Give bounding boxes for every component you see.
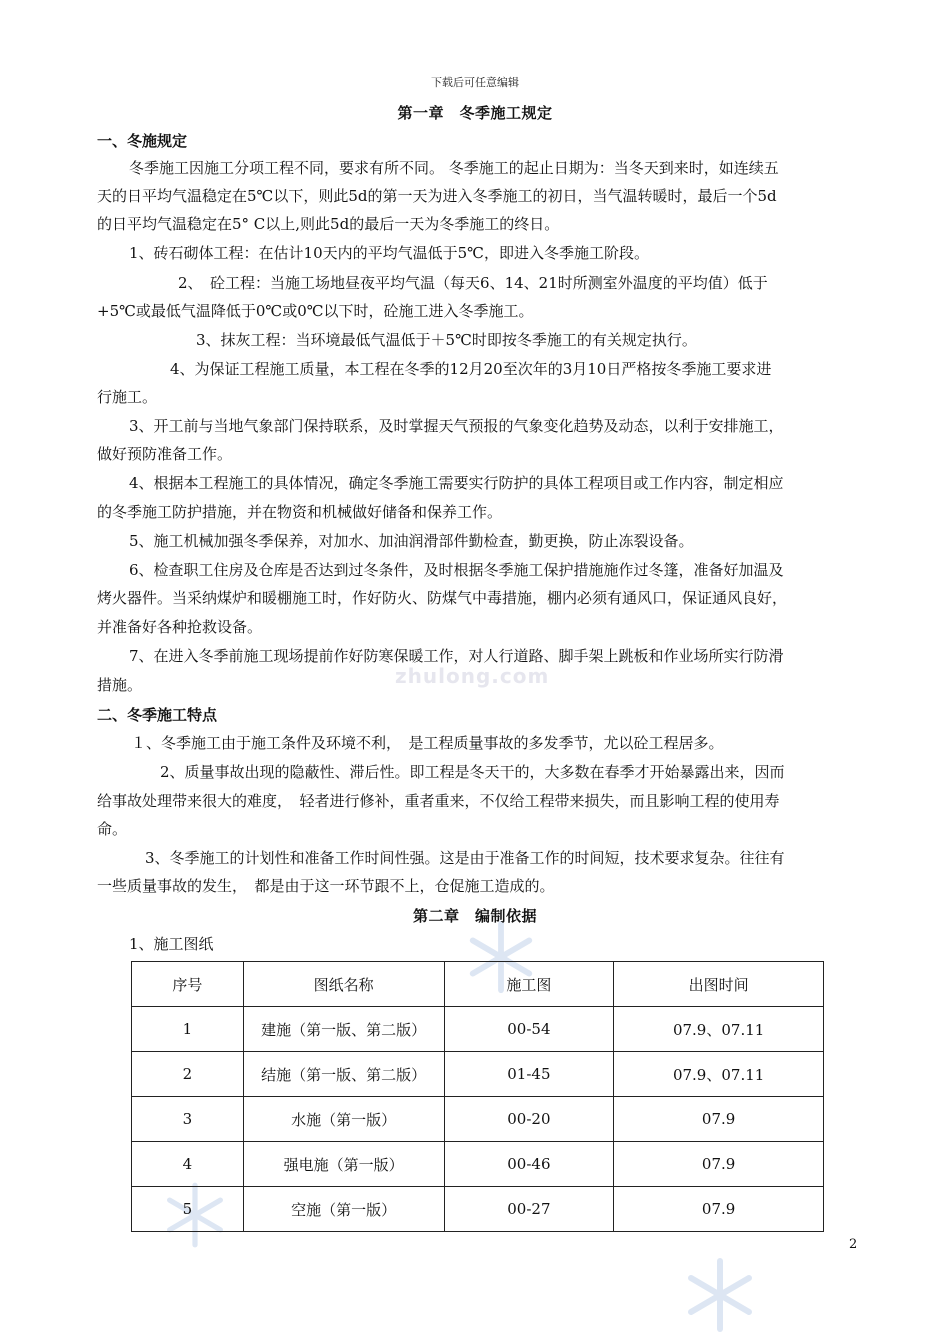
paragraph-line: 2、质量事故出现的隐蔽性、滞后性。即工程是冬天干的，大多数在春季才开始暴露出来，因而 bbox=[160, 763, 785, 781]
paragraph-line: 6、检查职工住房及仓库是否达到过冬条件，及时根据冬季施工保护措施施作过冬篷，准备好加温及 bbox=[129, 561, 784, 579]
drawings-table bbox=[131, 961, 824, 1232]
table-header-row bbox=[132, 962, 824, 1007]
paragraph-line: 的冬季施工防护措施，并在物资和机械做好储备和保养工作。 bbox=[97, 503, 503, 521]
paragraph-line: 给事故处理带来很大的难度， 轻者进行修补，重者重来，不仅给工程带来损失，而且影响工程的使用寿 bbox=[97, 792, 780, 810]
table-cell: 07.9、07.11 bbox=[614, 1007, 824, 1052]
table-cell: 4 bbox=[132, 1142, 244, 1187]
table-row bbox=[132, 1007, 824, 1052]
paragraph-line: 天的日平均气温稳定在5℃以下，则此5d的第一天为进入冬季施工的初日，当气温转暖时，最后一个5d bbox=[97, 187, 777, 205]
watermark-text: zhulong.com bbox=[395, 664, 550, 688]
paragraph-line: 并准备好各种抢救设备。 bbox=[97, 618, 263, 636]
paragraph-line: 命。 bbox=[97, 820, 128, 838]
table-header-cell: 出图时间 bbox=[614, 962, 824, 1007]
paragraph-line: 3、冬季施工的计划性和准备工作时间性强。这是由于准备工作的时间短，技术要求复杂。往往有 bbox=[145, 849, 785, 867]
paragraph-line: 一些质量事故的发生， 都是由于这一环节跟不上，仓促施工造成的。 bbox=[97, 877, 555, 895]
table-header-cell: 序号 bbox=[132, 962, 244, 1007]
table-row bbox=[132, 1097, 824, 1142]
paragraph-line: 2、 砼工程：当施工场地昼夜平均气温（每天6、14、21时所测室外温度的平均值）低于 bbox=[178, 274, 768, 292]
table-row bbox=[132, 1052, 824, 1097]
table-cell: 00-20 bbox=[444, 1097, 614, 1142]
table-cell: 3 bbox=[132, 1097, 244, 1142]
table-cell: 07.9 bbox=[614, 1097, 824, 1142]
paragraph-line: 烤火器件。当采纳煤炉和暖棚施工时，作好防火、防煤气中毒措施，棚内必须有通风口，保证通风良好， bbox=[97, 589, 788, 607]
chapter2-title: 第二章 编制依据 bbox=[412, 907, 537, 925]
table-row bbox=[132, 1142, 824, 1187]
paragraph-line: 1、砖石砌体工程：在估计10天内的平均气温低于5℃，即进入冬季施工阶段。 bbox=[129, 244, 649, 262]
paragraph-line: 7、在进入冬季前施工现场提前作好防寒保暖工作，对人行道路、脚手架上跳板和作业场所实行防滑 bbox=[129, 647, 784, 665]
paragraph-line: 做好预防准备工作。 bbox=[97, 445, 233, 463]
section1-title: 一、冬施规定 bbox=[97, 132, 188, 150]
paragraph-line: 3、开工前与当地气象部门保持联系，及时掌握天气预报的气象变化趋势及动态，以利于安排施工， bbox=[129, 417, 784, 435]
table-cell: 07.9、07.11 bbox=[614, 1052, 824, 1097]
table-cell: 2 bbox=[132, 1052, 244, 1097]
page-number: 2 bbox=[849, 1237, 858, 1252]
table-header-cell: 图纸名称 bbox=[243, 962, 444, 1007]
table-cell: 空施（第一版） bbox=[243, 1187, 444, 1232]
paragraph-line: 的日平均气温稳定在5° C以上,则此5d的最后一天为冬季施工的终日。 bbox=[97, 215, 560, 233]
table-cell: 07.9 bbox=[614, 1142, 824, 1187]
paragraph-line: 行施工。 bbox=[97, 388, 158, 406]
table-cell: 00-46 bbox=[444, 1142, 614, 1187]
chapter1-title: 第一章 冬季施工规定 bbox=[397, 104, 553, 122]
paragraph-line: +5℃或最低气温降低于0℃或0℃以下时，砼施工进入冬季施工。 bbox=[97, 302, 534, 320]
table-cell: 5 bbox=[132, 1187, 244, 1232]
table-cell: 00-54 bbox=[444, 1007, 614, 1052]
drawings-heading: 1、施工图纸 bbox=[129, 935, 214, 953]
table-cell: 水施（第一版） bbox=[243, 1097, 444, 1142]
paragraph-line: 冬季施工因施工分项工程不同，要求有所不同。 冬季施工的起止日期为：当冬天到来时，如连续五 bbox=[129, 159, 779, 177]
table-cell: 建施（第一版、第二版） bbox=[243, 1007, 444, 1052]
table-cell: 结施（第一版、第二版） bbox=[243, 1052, 444, 1097]
paragraph-line: 4、为保证工程施工质量，本工程在冬季的12月20至次年的3月10日严格按冬季施工要求进 bbox=[170, 360, 772, 378]
table-cell: 07.9 bbox=[614, 1187, 824, 1232]
table-cell: 01-45 bbox=[444, 1052, 614, 1097]
table-cell: 00-27 bbox=[444, 1187, 614, 1232]
paragraph-line: １、冬季施工由于施工条件及环境不利， 是工程质量事故的多发季节，尤以砼工程居多。 bbox=[131, 734, 724, 752]
paragraph-line: 措施。 bbox=[97, 676, 143, 694]
paragraph-line: 4、根据本工程施工的具体情况，确定冬季施工需要实行防护的具体工程项目或工作内容，制定相应 bbox=[129, 474, 784, 492]
section2-title: 二、冬季施工特点 bbox=[97, 706, 218, 724]
header-note: 下载后可任意编辑 bbox=[431, 76, 519, 89]
table-header-cell: 施工图 bbox=[444, 962, 614, 1007]
paragraph-line: 5、施工机械加强冬季保养，对加水、加油润滑部件勤检查，勤更换，防止冻裂设备。 bbox=[129, 532, 694, 550]
table-cell: 强电施（第一版） bbox=[243, 1142, 444, 1187]
snowflake-watermark-icon bbox=[680, 1255, 760, 1335]
paragraph-line: 3、抹灰工程：当环境最低气温低于＋5℃时即按冬季施工的有关规定执行。 bbox=[196, 331, 697, 349]
table-row bbox=[132, 1187, 824, 1232]
table-cell: 1 bbox=[132, 1007, 244, 1052]
